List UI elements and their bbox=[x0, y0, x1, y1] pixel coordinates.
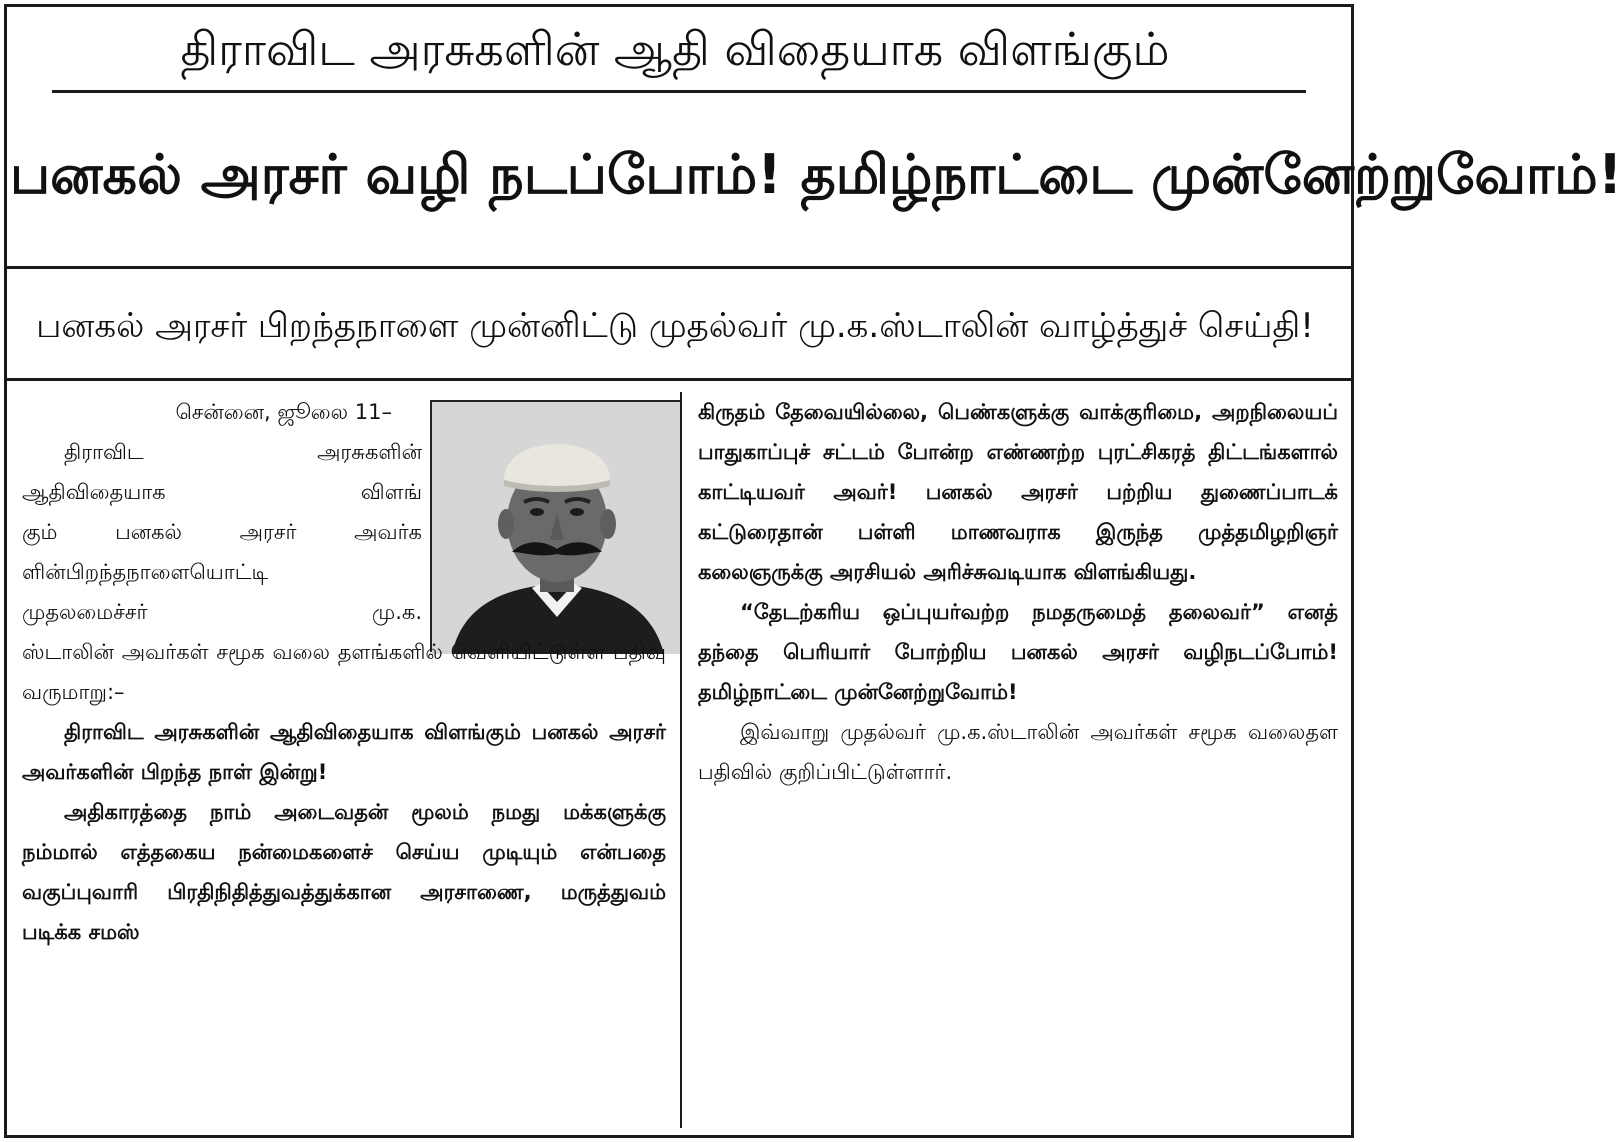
main-headline: பனகல் அரசர் வழி நடப்போம்! தமிழ்நாட்டை முன்னேற்றுவோம்! bbox=[10, 143, 1622, 206]
dateline: சென்னை, ஜூலை 11– bbox=[175, 400, 392, 424]
subhead-divider bbox=[4, 378, 1354, 381]
dateline-block bbox=[22, 392, 422, 632]
text-line: முதலமைச்சர் மு.க. bbox=[22, 600, 422, 624]
text-line: திராவிட அரசுகளின் bbox=[64, 440, 422, 464]
text-line: கும் பனகல் அரசர் அவர்க bbox=[22, 520, 422, 544]
left-column bbox=[22, 392, 666, 952]
kicker-line: திராவிட அரசுகளின் ஆதி விதையாக விளங்கும் bbox=[180, 22, 1170, 76]
kicker-underline bbox=[52, 90, 1306, 93]
right-column bbox=[698, 392, 1338, 792]
paragraph-birthday: திராவிட அரசுகளின் ஆதிவிதையாக விளங்கும் பனகல் அரசர் அவர்களின் பிறந்த நாள் இன்று! bbox=[22, 720, 666, 784]
text-line: ஆதிவிதையாக விளங் bbox=[22, 480, 422, 504]
paragraph-continuation: கிருதம் தேவையில்லை, பெண்களுக்கு வாக்குரிமை, அறநிலையப் பாதுகாப்புச் சட்டம் போன்ற எண்ணற்ற புரட்சிகரத் திட்டங்களால் காட்டியவர் அவர்! பனகல் அரசர் பற்றிய துணைப்பாடக் கட்டுரைதான் பள்ளி மாணவராக இருந்த முத்தமிழறிஞர் கலைஞருக்கு அரசியல் அரிச்சுவடியாக விளங்கியது. bbox=[698, 400, 1338, 584]
subheadline: பனகல் அரசர் பிறந்தநாளை முன்னிட்டு முதல்வர் மு.க.ஸ்டாலின் வாழ்த்துச் செய்தி! bbox=[36, 306, 1314, 346]
paragraph-closing: இவ்வாறு முதல்வர் மு.க.ஸ்டாலின் அவர்கள் சமூக வலைதள பதிவில் குறிப்பிட்டுள்ளார். bbox=[698, 720, 1338, 784]
paragraph-intro-rest: ஸ்டாலின் அவர்கள் சமூக வலை தளங்களில் வெளியிட்டுள்ள பதிவு வருமாறு:– bbox=[22, 640, 666, 704]
headline-divider bbox=[4, 266, 1354, 269]
paragraph-periyar-quote: “தேடற்கரிய ஒப்புயர்வற்ற நமதருமைத் தலைவர்” எனத் தந்தை பெரியார் போற்றிய பனகல் அரசர் வழிநடப்போம்! தமிழ்நாட்டை முன்னேற்றுவோம்! bbox=[698, 600, 1338, 704]
column-divider bbox=[680, 392, 682, 1128]
paragraph-achievements: அதிகாரத்தை நாம் அடைவதன் மூலம் நமது மக்களுக்கு நம்மால் எத்தகைய நன்மைகளைச் செய்ய முடியும் என்பதை வகுப்புவாரி பிரதிநிதித்துவத்துக்கான அரசாணை, மருத்துவம் படிக்க சமஸ் bbox=[22, 800, 666, 944]
text-line: ளின்பிறந்தநாளையொட்டி bbox=[22, 560, 269, 584]
